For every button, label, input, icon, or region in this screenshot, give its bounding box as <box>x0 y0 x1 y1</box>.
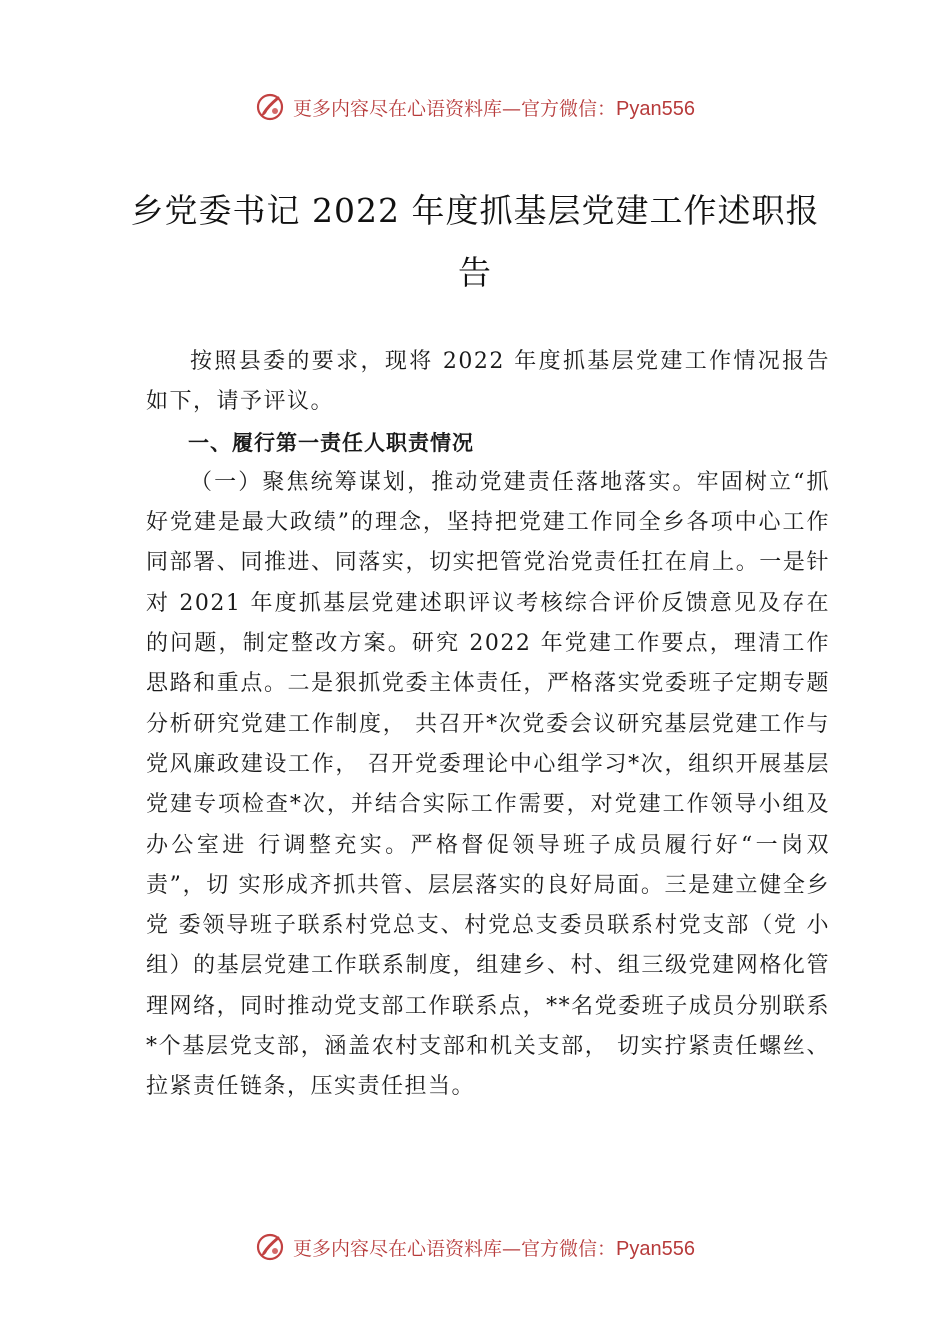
watermark-text <box>293 94 695 121</box>
section-heading-1: 一、履行第一责任人职责情况 <box>188 430 474 455</box>
watermark-wechat-id: Pyan556 <box>616 1237 695 1260</box>
brush-logo-icon <box>255 92 285 122</box>
watermark-text-cn: 更多内容尽在心语资料库—官方微信： <box>293 1237 617 1260</box>
intro-paragraph: 按照县委的要求，现将 2022 年度抓基层党建工作情况报告如下，请予评议。 <box>146 349 830 415</box>
document-title: 乡党委书记 2022 年度抓基层党建工作述职报告 <box>130 191 820 292</box>
watermark-top <box>0 92 950 122</box>
document-body <box>146 342 830 1108</box>
watermark-text <box>293 1234 695 1261</box>
watermark-text-cn: 更多内容尽在心语资料库—官方微信： <box>293 97 617 120</box>
watermark-wechat-id: Pyan556 <box>616 97 695 120</box>
watermark-bottom <box>0 1232 950 1262</box>
body-paragraph-1: （一）聚焦统筹谋划，推动党建责任落地落实。牢固树立“抓好党建是最大政绩”的理念，坚持把党建工作同全乡各项中心工作同部署、同推进、同落实，切实把管党治党责任扛在肩上。一是针对 2021 年度抓基层党建述职评议考核综合评价反馈意见及存在的问题，制定整改方案。研究 2022 年党建工作要点，理清工作思路和重点。二是狠抓党委主体责任，严格落实党委班子定期专题分析研究党建工作制度， 共召开*次党委会议研究基层党建工作与党风廉政建设工作， 召开党委理论中心组学习*次，组织开展基层党建专项检查*次，并结合实际工作需要，对党建工作领导小组及办公室进 行调整充实。严格督促领导班子成员履行好“一岗双责”，切 实形成齐抓共管、层层落实的良好局面。三是建立健全乡党 委领导班子联系村党总支、村党总支委员联系村党支部（党 小组）的基层党建工作联系制度，组建乡、村、组三级党建网格化管理网络，同时推动党支部工作联系点，**名党委班子成员分别联系*个基层党支部，涵盖农村支部和机关支部， 切实拧紧责任螺丝、拉紧责任链条，压实责任担当。 <box>146 469 830 1100</box>
brush-logo-icon <box>255 1232 285 1262</box>
